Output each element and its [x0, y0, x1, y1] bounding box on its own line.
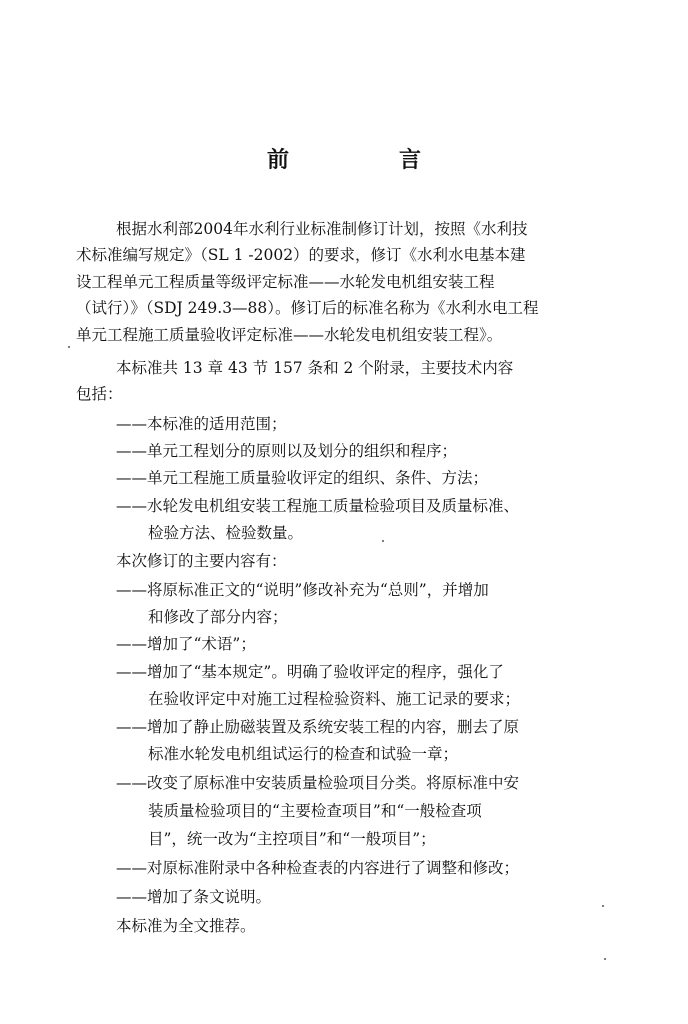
scan-speck [602, 905, 604, 907]
text-line: 包括： [76, 385, 123, 403]
list-item: ——增加了条文说明。 [116, 888, 272, 906]
list-item: ——单元工程划分的原则以及划分的组织和程序； [116, 442, 458, 460]
list-item: ——对原标准附录中各种检查表的内容进行了调整和修改； [116, 859, 520, 877]
scan-speck [68, 346, 70, 348]
list-item: ——增加了静止励磁装置及系统安装工程的内容，删去了原 [116, 718, 520, 736]
list-item: ——单元工程施工质量验收评定的组织、条件、方法； [116, 469, 489, 487]
text-line: 设工程单元工程质量等级评定标准——水轮发电机组安装工程 [76, 273, 495, 291]
list-item: ——改变了原标准中安装质量检验项目分类。将原标准中安 [116, 774, 520, 792]
text-line: 本标准共 13 章 43 节 157 条和 2 个附录，主要技术内容 [116, 359, 514, 377]
list-item-continuation: 装质量检验项目的“主要检查项目”和“一般检查项 [148, 802, 482, 820]
text-line: （试行）》（SDJ 249.3—88）。修订后的标准名称为《水利水电工程 [76, 299, 539, 317]
list-item: ——水轮发电机组安装工程施工质量检验项目及质量标准、 [116, 497, 520, 515]
text-line: 本次修订的主要内容有： [116, 552, 287, 570]
text-line: 单元工程施工质量验收评定标准——水轮发电机组安装工程》。 [76, 326, 503, 344]
list-item: ——本标准的适用范围； [116, 415, 287, 433]
list-item-continuation: 和修改了部分内容； [148, 608, 288, 626]
page-title: 前 言 [266, 148, 465, 173]
text-line: 术标准编写规定》（SL 1 -2002）的要求，修订《水利水电基本建 [76, 246, 526, 264]
list-item-continuation: 目”，统一改为“主控项目”和“一般项目”； [148, 830, 436, 848]
scan-speck [604, 958, 606, 960]
list-item: ——增加了“术语”； [116, 635, 256, 653]
list-item: ——将原标准正文的“说明”修改补充为“总则”，并增加 [116, 581, 489, 599]
list-item-continuation: 检验方法、检验数量。 [148, 524, 304, 542]
text-line: 本标准为全文推荐。 [116, 917, 256, 935]
list-item-continuation: 在验收评定中对施工过程检验资料、施工记录的要求； [148, 690, 521, 708]
scan-speck [382, 540, 384, 542]
list-item: ——增加了“基本规定”。明确了验收评定的程序，强化了 [116, 663, 504, 681]
list-item-continuation: 标准水轮发电机组试运行的检查和试验一章； [148, 745, 459, 763]
text-line: 根据水利部2004年水利行业标准制修订计划，按照《水利技 [116, 220, 528, 238]
